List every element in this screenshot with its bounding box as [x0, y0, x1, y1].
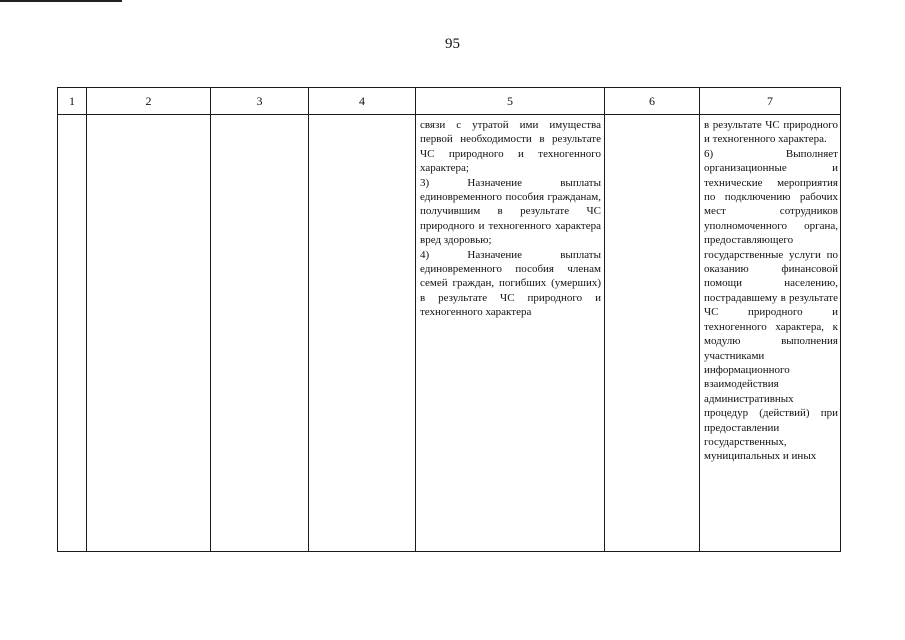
column-header-7: 7 — [700, 88, 841, 115]
cell-col-6 — [605, 115, 700, 552]
cell-col-7 — [700, 115, 841, 552]
measures-paragraph-1: в результате ЧС природного и техногенного характера. — [704, 119, 838, 146]
services-paragraph-1: связи с утратой ими имущества первой необходимости в результате ЧС природного и техногенного характера; — [420, 119, 601, 175]
cell-col-3 — [211, 115, 309, 552]
column-header-1: 1 — [58, 88, 87, 115]
cell-col-2 — [87, 115, 211, 552]
document-table — [57, 87, 841, 552]
column-header-6: 6 — [605, 88, 700, 115]
column-header-3: 3 — [211, 88, 309, 115]
table-header-row — [58, 88, 841, 115]
column-header-5: 5 — [416, 88, 605, 115]
measures-text — [700, 115, 840, 464]
services-list-text — [416, 115, 604, 320]
column-header-4: 4 — [309, 88, 416, 115]
services-paragraph-3: 4) Назначение выплаты единовременного пособия членам семей граждан, погибших (умерших) в результате ЧС природного и техногенного характера — [420, 248, 601, 319]
column-header-2: 2 — [87, 88, 211, 115]
cell-col-5 — [416, 115, 605, 552]
scan-edge-mark — [0, 0, 122, 2]
services-paragraph-2: 3) Назначение выплаты единовременного пособия гражданам, получившим в результате ЧС природного и техногенного характера вред здоровью; — [420, 176, 601, 247]
cell-col-4 — [309, 115, 416, 552]
page-number: 95 — [445, 36, 460, 52]
measures-paragraph-2: 6) Выполняет организационные и технические мероприятия по подключению рабочих мест сотрудников уполномоченного органа, предоставляющего государственные услуги по оказанию финансовой помощи населению, пострадавшему в результате ЧС природного и техногенного характера, к модулю выполнения участниками информационного взаимодействия административных процедур (действий) при предоставлении государственных, муниципальных и иных — [704, 147, 838, 463]
table-row — [58, 115, 841, 552]
cell-col-1 — [58, 115, 87, 552]
